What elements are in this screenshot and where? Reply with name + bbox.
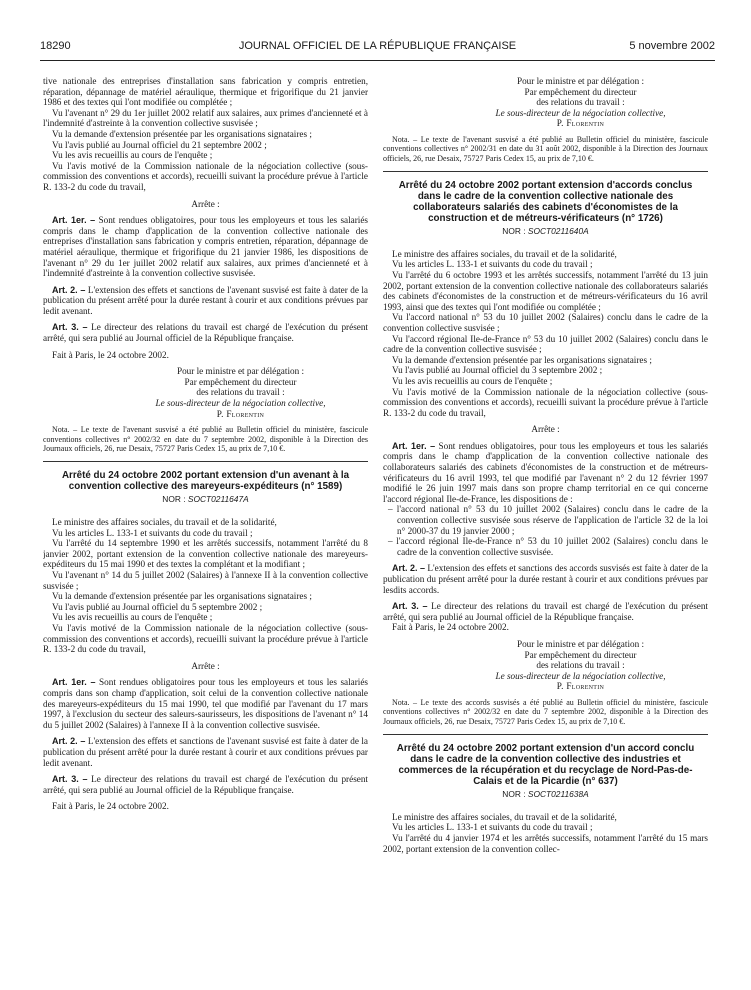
paragraph: Vu les avis recueillis au cours de l'enquête ; [52, 612, 213, 623]
paragraph: Le ministre des affaires sociales, du travail et de la solidarité, [52, 517, 277, 528]
article-2: Art. 2. – L'extension des effets et sanctions des accords susvisés est faite à dater de la publication du présent arrêté pour la durée restant à courir et aux conditions prévues par lesdits accords. [383, 563, 708, 595]
nota: Nota. – Le texte de l'avenant susvisé a été publié au Bulletin officiel du ministère, fascicule conventions collectives n° 2002/32 en date du 7 septembre 2002, disponible à la Direction des Journaux officiels, 26, rue Desaix, 75727 Paris Cedex 15, au prix de 7,10 €. [43, 425, 368, 454]
paragraph: Le ministre des affaires sociales, du travail et de la solidarité, [392, 811, 617, 822]
section-title: Arrêté du 24 octobre 2002 portant extension d'un avenant à la convention collective des mareyeurs-expéditeurs (n° 1589) [61, 470, 350, 493]
list-item: – l'accord régional Ile-de-France n° 53 du 10 juillet 2002 (Salaires) conclu dans le cadre de la convention collective susvisée. [388, 536, 708, 557]
paragraph: Vu les articles L. 133-1 et suivants du code du travail ; [52, 527, 253, 538]
divider [43, 461, 368, 462]
page-header [40, 40, 715, 61]
paragraph: Vu la demande d'extension présentée par les organisations signataires ; [392, 354, 652, 365]
signature-date: Fait à Paris, le 24 octobre 2002. [392, 622, 509, 633]
article-1: Art. 1er. – Sont rendues obligatoires, pour tous les employeurs et tous les salariés compris dans le champ d'application de la convention collective nationale des entreprises d'installation sans fabrication y compris entretien, réparation, dépannage de matériel aéraulique, thermique et frigorifique du 21 janvier 1986, les dispositions de l'avenant n° 29 du 1er juillet 2002 relatif aux salaires, aux primes d'ancienneté et à l'indemnité d'astreinte à la convention collective susvisée. [43, 215, 368, 279]
section-title: Arrêté du 24 octobre 2002 portant extension d'un accord conclu dans le cadre de la convention collective des industries et commerces de la récupération et du recyclage de Nord-Pas-de-Calais et de la Picardie (n° 637) [396, 743, 695, 788]
nor-reference: NOR : SOCT0211647A [162, 494, 249, 505]
divider [383, 734, 708, 735]
paragraph: Vu la demande d'extension présentée par les organisations signataires ; [52, 128, 312, 139]
signature-line: des relations du travail : [536, 97, 625, 108]
article-label: Art. 1er. – [392, 440, 436, 451]
signature-line: Pour le ministre et par délégation : [176, 366, 305, 377]
paragraph: Vu l'avenant n° 14 du 5 juillet 2002 (Salaires) à l'annexe II à la convention collective susvisée ; [43, 570, 368, 591]
page-number: 18290 [40, 40, 71, 52]
signature-line: Par empêchement du directeur [524, 86, 637, 97]
paragraph: Vu l'arrêté du 4 janvier 1974 et les arrêtés successifs, notamment l'arrêté du 15 mars 2002, portant extension de la convention collec- [383, 832, 708, 854]
signature-line: Le sous-directeur de la négociation collective, [495, 107, 666, 118]
signature-date: Fait à Paris, le 24 octobre 2002. [52, 801, 169, 812]
article-label: Art. 3. – [52, 774, 88, 785]
article-label: Art. 2. – [392, 563, 426, 574]
paragraph: Vu l'avis motivé de la Commission nationale de la négociation collective (sous-commission des conventions et accords), recueilli suivant la procédure prévue à l'article R. 133-2 du code du travail, [43, 622, 368, 655]
signature-line: des relations du travail : [536, 660, 625, 671]
section-title: Arrêté du 24 octobre 2002 portant extension d'accords conclus dans le cadre de la convention collective nationale des collaborateurs salariés des cabinets d'économistes de la construction et de métreurs-vérificateurs (n° 1726) [398, 180, 693, 225]
paragraph: Vu les avis recueillis au cours de l'enquête ; [52, 150, 213, 161]
paragraph: Vu la demande d'extension présentée par les organisations signataires ; [52, 591, 312, 602]
nota: Nota. – Le texte des accords susvisés a été publié au Bulletin officiel du ministère, fascicule conventions collectives n° 2002/32 en date du 7 septembre 2002, disponible à la Direction des Journaux officiels, 26, rue Desaix, 75727 Paris Cedex 15, au prix de 7,10 €. [383, 697, 708, 726]
paragraph: Vu les articles L. 133-1 et suivants du code du travail ; [392, 822, 593, 833]
signature-date: Fait à Paris, le 24 octobre 2002. [52, 349, 169, 360]
article-3: Art. 3. – Le directeur des relations du travail est chargé de l'exécution du présent arrêté, qui sera publié au Journal officiel de la République française. [43, 774, 368, 795]
article-1: Art. 1er. – Sont rendues obligatoires pour tous les employeurs et tous les salariés compris dans son champ d'application, soit celui de la convention collective nationale des mareyeurs-expéditeurs du 15 mai 1990, tel que modifié par l'avenant du 17 mars 1997, à l'exclusion du secteur des saleurs-saurisseurs, les dispositions de l'avenant n° 14 du 5 juillet 2002 (Salaires) à l'annexe II à la convention collective susvisée. [43, 677, 368, 730]
article-2: Art. 2. – L'extension des effets et sanctions de l'avenant susvisé est faite à dater de la publication du présent arrêté pour la durée restant à courir et aux conditions prévues par ledit avenant. [43, 284, 368, 316]
signatory-name: P. Florentin [216, 408, 265, 419]
nor-reference: NOR : SOCT0211640A [502, 226, 589, 237]
article-label: Art. 3. – [392, 601, 428, 612]
paragraph: Vu l'avis publié au Journal officiel du 21 septembre 2002 ; [52, 139, 267, 150]
paragraph: Vu l'accord national n° 53 du 10 juillet 2002 (Salaires) conclu dans le cadre de la convention collective susvisée ; [383, 312, 708, 333]
signature-line: Le sous-directeur de la négociation collective, [155, 398, 326, 409]
signatory-name: P. Florentin [556, 118, 605, 129]
signature-line: Pour le ministre et par délégation : [516, 76, 645, 86]
arrete-label: Arrête : [191, 660, 220, 671]
article-2: Art. 2. – L'extension des effets et sanctions de l'avenant susvisé est faite à dater de la publication du présent arrêté pour la durée restant à courir et aux conditions prévues par ledit avenant. [43, 736, 368, 768]
signature-line: Pour le ministre et par délégation : [516, 638, 645, 649]
paragraph: Vu l'avis motivé de la Commission nationale de la négociation collective (sous-commission des conventions et accords), recueilli suivant la procédure prévue à l'article R. 133-2 du code du travail, [43, 160, 368, 192]
paragraph: Le ministre des affaires sociales, du travail et de la solidarité, [392, 248, 617, 259]
article-1: Art. 1er. – Sont rendues obligatoires, pour tous les employeurs et tous les salariés compris dans le champ d'application de la convention collective nationale des collaborateurs salariés des cabinets d'économistes de la construction et de métreurs-vérificateurs du 16 avril 1993, tel que modifié par l'avenant n° 2 du 12 février 1997 modifié le 26 juin 1997 mais dans son propre champ territorial en ce qui concerne l'accord régional Ile-de-France, les dispositions de : [383, 440, 708, 504]
article-label: Art. 1er. – [52, 677, 96, 688]
paragraph: Vu l'avenant n° 29 du 1er juillet 2002 relatif aux salaires, aux primes d'ancienneté et à l'indemnité d'astreinte à la convention collective susvisée ; [43, 107, 368, 129]
paragraph: Vu l'avis publié au Journal officiel du 5 septembre 2002 ; [52, 601, 263, 612]
issue-date: 5 novembre 2002 [629, 40, 715, 52]
signatory-name: P. Florentin [556, 681, 605, 692]
arrete-label: Arrête : [191, 198, 220, 209]
signature-line: Le sous-directeur de la négociation collective, [495, 670, 666, 681]
paragraph: Vu l'arrêté du 6 octobre 1993 et les arrêtés successifs, notamment l'arrêté du 13 juin 2002, portant extension de la convention collective nationale des collaborateurs salariés des cabinets d'économistes de la construction et de métreurs-vérificateurs du 16 avril 1993, ainsi que des textes qui l'ont modifiée ou complétée ; [383, 269, 708, 312]
arrete-label: Arrête : [531, 424, 560, 435]
article-label: Art. 2. – [52, 284, 86, 295]
signature-line: Par empêchement du directeur [524, 649, 637, 660]
paragraph: Vu les avis recueillis au cours de l'enquête ; [392, 375, 553, 386]
paragraph: Vu l'avis publié au Journal officiel du 3 septembre 2002 ; [392, 365, 603, 376]
paragraph: tive nationale des entreprises d'installation sans fabrication y compris entretien, réparation, dépannage de matériel aéraulique, thermique et frigorifique du 21 janvier 1986 et des textes qui l'ont modifiée ou complétée ; [43, 76, 368, 108]
journal-title: JOURNAL OFFICIEL DE LA RÉPUBLIQUE FRANÇAISE [238, 40, 517, 52]
article-label: Art. 1er. – [52, 215, 96, 226]
nota: Nota. – Le texte de l'avenant susvisé a été publié au Bulletin officiel du ministère, fascicule conventions collectives n° 2002/31 en date du 31 août 2002, disponible à la Direction des Journaux officiels, 26, rue Desaix, 75727 Paris Cedex 15, au prix de 7,10 €. [383, 134, 708, 163]
nor-reference: NOR : SOCT0211638A [502, 789, 589, 800]
article-3: Art. 3. – Le directeur des relations du travail est chargé de l'exécution du présent arrêté, qui sera publié au Journal officiel de la République française. [383, 601, 708, 622]
left-column [43, 76, 368, 981]
signature-line: Par empêchement du directeur [184, 376, 297, 387]
right-column [383, 76, 708, 981]
paragraph: Vu l'avis motivé de la Commission nationale de la négociation collective (sous-commission des conventions et accords), recueilli suivant la procédure prévue à l'article R. 133-2 du code du travail, [383, 386, 708, 418]
paragraph: Vu les articles L. 133-1 et suivants du code du travail ; [392, 259, 593, 270]
divider [383, 171, 708, 172]
article-label: Art. 3. – [52, 322, 88, 333]
article-label: Art. 2. – [52, 736, 86, 747]
list-item: – l'accord national n° 53 du 10 juillet 2002 (Salaires) conclu dans le cadre de la convention collective susvisée sous réserve de l'application de l'article 32 de la loi n° 2000-37 du 19 janvier 2000 ; [388, 504, 708, 536]
paragraph: Vu l'accord régional Ile-de-France n° 53 du 10 juillet 2002 (Salaires) conclu dans le cadre de la convention collective susvisée ; [383, 333, 708, 355]
article-3: Art. 3. – Le directeur des relations du travail est chargé de l'exécution du présent arrêté, qui sera publié au Journal officiel de la République française. [43, 322, 368, 344]
paragraph: Vu l'arrêté du 14 septembre 1990 et les arrêtés successifs, notamment l'arrêté du 8 janvier 2002, portant extension de la convention collective nationale des mareyeurs-expéditeurs du 15 mai 1990 et des textes la complétant et la modifiant ; [43, 538, 368, 570]
signature-line: des relations du travail : [196, 387, 285, 398]
